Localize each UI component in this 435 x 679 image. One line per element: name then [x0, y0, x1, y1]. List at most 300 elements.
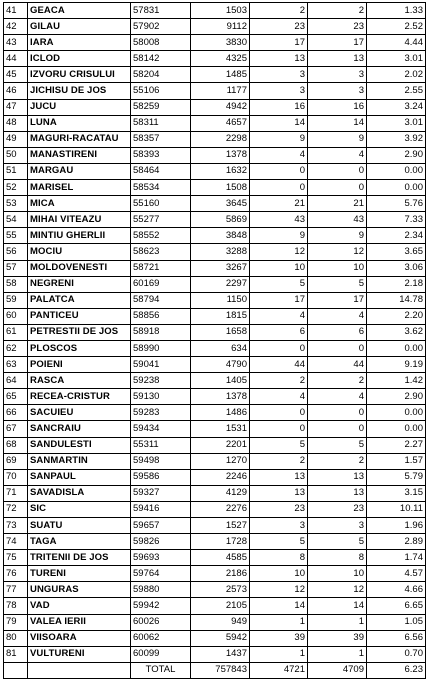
siruta-code-cell: 58142 [131, 51, 191, 67]
table-row [4, 228, 426, 244]
locality-name-cell: POIENI [28, 357, 131, 373]
rate-cell: 3.01 [367, 115, 426, 131]
row-number-cell: 42 [4, 19, 28, 35]
count-b-cell: 16 [308, 99, 367, 115]
locality-name-cell: PANTICEU [28, 308, 131, 324]
count-a-cell: 9 [250, 131, 308, 147]
row-number-cell: 76 [4, 566, 28, 582]
table-row [4, 3, 426, 19]
siruta-code-cell: 59130 [131, 389, 191, 405]
row-number-cell: 48 [4, 115, 28, 131]
siruta-code-cell: 59238 [131, 373, 191, 389]
siruta-code-cell: 59880 [131, 582, 191, 598]
count-a-cell: 5 [250, 437, 308, 453]
row-number-cell: 45 [4, 67, 28, 83]
total-population: 757843 [191, 662, 250, 678]
row-number-cell: 56 [4, 244, 28, 260]
population-cell: 1508 [191, 180, 250, 196]
row-number-cell: 47 [4, 99, 28, 115]
table-row [4, 534, 426, 550]
rate-cell: 3.65 [367, 244, 426, 260]
count-b-cell: 9 [308, 131, 367, 147]
table-row [4, 147, 426, 163]
population-cell: 1486 [191, 405, 250, 421]
table-row [4, 469, 426, 485]
table-row [4, 485, 426, 501]
population-cell: 1503 [191, 3, 250, 19]
row-number-cell: 50 [4, 147, 28, 163]
population-cell: 3848 [191, 228, 250, 244]
rate-cell: 4.57 [367, 566, 426, 582]
row-number-cell: 49 [4, 131, 28, 147]
count-a-cell: 3 [250, 83, 308, 99]
locality-name-cell: TURENI [28, 566, 131, 582]
locality-name-cell: RASCA [28, 373, 131, 389]
row-number-cell: 44 [4, 51, 28, 67]
count-a-cell: 12 [250, 582, 308, 598]
rate-cell: 3.92 [367, 131, 426, 147]
population-cell: 1815 [191, 308, 250, 324]
siruta-code-cell: 58464 [131, 163, 191, 179]
count-b-cell: 5 [308, 276, 367, 292]
table-row [4, 550, 426, 566]
siruta-code-cell: 57831 [131, 3, 191, 19]
population-cell: 3830 [191, 35, 250, 51]
rate-cell: 1.33 [367, 3, 426, 19]
count-a-cell: 13 [250, 469, 308, 485]
table-row [4, 614, 426, 630]
count-b-cell: 17 [308, 292, 367, 308]
siruta-code-cell: 59764 [131, 566, 191, 582]
rate-cell: 4.66 [367, 582, 426, 598]
table-row [4, 582, 426, 598]
siruta-code-cell: 58311 [131, 115, 191, 131]
rate-cell: 5.79 [367, 469, 426, 485]
count-b-cell: 4 [308, 308, 367, 324]
locality-name-cell: NEGRENI [28, 276, 131, 292]
rate-cell: 3.06 [367, 260, 426, 276]
rate-cell: 4.44 [367, 35, 426, 51]
count-b-cell: 13 [308, 485, 367, 501]
count-b-cell: 4 [308, 147, 367, 163]
locality-name-cell: ICLOD [28, 51, 131, 67]
table-row [4, 260, 426, 276]
count-b-cell: 13 [308, 469, 367, 485]
rate-cell: 0.00 [367, 405, 426, 421]
locality-name-cell: SAVADISLA [28, 485, 131, 501]
count-b-cell: 0 [308, 405, 367, 421]
count-a-cell: 0 [250, 405, 308, 421]
row-number-cell: 71 [4, 485, 28, 501]
table-row [4, 99, 426, 115]
count-b-cell: 13 [308, 51, 367, 67]
rate-cell: 2.52 [367, 19, 426, 35]
table-row [4, 35, 426, 51]
locality-name-cell: SANPAUL [28, 469, 131, 485]
table-row [4, 163, 426, 179]
siruta-code-cell: 60169 [131, 276, 191, 292]
count-b-cell: 23 [308, 501, 367, 517]
count-b-cell: 21 [308, 196, 367, 212]
count-a-cell: 39 [250, 630, 308, 646]
count-a-cell: 0 [250, 163, 308, 179]
locality-name-cell: LUNA [28, 115, 131, 131]
siruta-code-cell: 58721 [131, 260, 191, 276]
population-cell: 2105 [191, 598, 250, 614]
rate-cell: 2.55 [367, 83, 426, 99]
table-row [4, 405, 426, 421]
rate-cell: 1.74 [367, 550, 426, 566]
table-row [4, 212, 426, 228]
rate-cell: 0.00 [367, 421, 426, 437]
count-a-cell: 1 [250, 614, 308, 630]
row-number-cell: 54 [4, 212, 28, 228]
table-row [4, 421, 426, 437]
siruta-code-cell: 58259 [131, 99, 191, 115]
locality-name-cell: RECEA-CRISTUR [28, 389, 131, 405]
table-row [4, 598, 426, 614]
count-a-cell: 4 [250, 308, 308, 324]
siruta-code-cell: 55311 [131, 437, 191, 453]
count-a-cell: 6 [250, 324, 308, 340]
rate-cell: 2.18 [367, 276, 426, 292]
count-a-cell: 4 [250, 389, 308, 405]
siruta-code-cell: 58008 [131, 35, 191, 51]
locality-name-cell: VULTURENI [28, 646, 131, 662]
table-row [4, 67, 426, 83]
locality-name-cell: MICA [28, 196, 131, 212]
table-row [4, 292, 426, 308]
locality-name-cell: MANASTIRENI [28, 147, 131, 163]
row-number-cell: 67 [4, 421, 28, 437]
count-a-cell: 44 [250, 357, 308, 373]
row-number-cell: 55 [4, 228, 28, 244]
siruta-code-cell: 59498 [131, 453, 191, 469]
count-b-cell: 2 [308, 453, 367, 469]
locality-name-cell: GEACA [28, 3, 131, 19]
siruta-code-cell: 59942 [131, 598, 191, 614]
count-a-cell: 3 [250, 518, 308, 534]
population-cell: 949 [191, 614, 250, 630]
population-cell: 4325 [191, 51, 250, 67]
population-cell: 4942 [191, 99, 250, 115]
population-cell: 4657 [191, 115, 250, 131]
locality-name-cell: MAGURI-RACATAU [28, 131, 131, 147]
locality-name-cell: JICHISU DE JOS [28, 83, 131, 99]
rate-cell: 0.00 [367, 180, 426, 196]
rate-cell: 3.24 [367, 99, 426, 115]
siruta-code-cell: 59657 [131, 518, 191, 534]
row-number-cell: 75 [4, 550, 28, 566]
locality-name-cell: PETRESTII DE JOS [28, 324, 131, 340]
count-b-cell: 39 [308, 630, 367, 646]
locality-name-cell: TAGA [28, 534, 131, 550]
count-a-cell: 5 [250, 276, 308, 292]
count-b-cell: 43 [308, 212, 367, 228]
count-a-cell: 8 [250, 550, 308, 566]
siruta-code-cell: 59283 [131, 405, 191, 421]
total-row [4, 662, 426, 678]
siruta-code-cell: 55160 [131, 196, 191, 212]
population-cell: 4790 [191, 357, 250, 373]
locality-name-cell: JUCU [28, 99, 131, 115]
population-cell: 5942 [191, 630, 250, 646]
locality-name-cell: SANDULESTI [28, 437, 131, 453]
population-cell: 3645 [191, 196, 250, 212]
rate-cell: 2.90 [367, 147, 426, 163]
population-cell: 2298 [191, 131, 250, 147]
locality-name-cell: VALEA IERII [28, 614, 131, 630]
locality-name-cell: SACUIEU [28, 405, 131, 421]
population-cell: 1405 [191, 373, 250, 389]
count-a-cell: 13 [250, 485, 308, 501]
count-a-cell: 17 [250, 292, 308, 308]
population-cell: 1177 [191, 83, 250, 99]
row-number-cell: 73 [4, 518, 28, 534]
population-cell: 1150 [191, 292, 250, 308]
count-a-cell: 17 [250, 35, 308, 51]
siruta-code-cell: 57902 [131, 19, 191, 35]
total-count-b: 4709 [308, 662, 367, 678]
rate-cell: 6.65 [367, 598, 426, 614]
count-a-cell: 2 [250, 373, 308, 389]
locality-name-cell: TRITENII DE JOS [28, 550, 131, 566]
population-cell: 2573 [191, 582, 250, 598]
row-number-cell: 59 [4, 292, 28, 308]
table-row [4, 518, 426, 534]
siruta-code-cell: 59327 [131, 485, 191, 501]
count-a-cell: 16 [250, 99, 308, 115]
count-b-cell: 1 [308, 646, 367, 662]
count-a-cell: 21 [250, 196, 308, 212]
count-b-cell: 0 [308, 163, 367, 179]
siruta-code-cell: 59826 [131, 534, 191, 550]
population-cell: 9112 [191, 19, 250, 35]
row-number-cell: 69 [4, 453, 28, 469]
table-row [4, 51, 426, 67]
row-number-cell: 57 [4, 260, 28, 276]
population-cell: 634 [191, 340, 250, 356]
rate-cell: 3.15 [367, 485, 426, 501]
table-row [4, 630, 426, 646]
locality-name-cell: UNGURAS [28, 582, 131, 598]
population-cell: 2246 [191, 469, 250, 485]
population-cell: 1527 [191, 518, 250, 534]
table-row [4, 389, 426, 405]
locality-name-cell: MARISEL [28, 180, 131, 196]
siruta-code-cell: 58856 [131, 308, 191, 324]
row-number-cell: 53 [4, 196, 28, 212]
count-b-cell: 3 [308, 67, 367, 83]
count-b-cell: 10 [308, 260, 367, 276]
data-table [3, 2, 426, 679]
count-b-cell: 4 [308, 389, 367, 405]
population-cell: 3288 [191, 244, 250, 260]
rate-cell: 2.90 [367, 389, 426, 405]
row-number-cell: 58 [4, 276, 28, 292]
locality-name-cell: IZVORU CRISULUI [28, 67, 131, 83]
locality-name-cell: MARGAU [28, 163, 131, 179]
siruta-code-cell: 59693 [131, 550, 191, 566]
table-row [4, 131, 426, 147]
rate-cell: 1.57 [367, 453, 426, 469]
locality-name-cell: MIHAI VITEAZU [28, 212, 131, 228]
population-cell: 1632 [191, 163, 250, 179]
count-a-cell: 23 [250, 501, 308, 517]
table-row [4, 357, 426, 373]
count-b-cell: 8 [308, 550, 367, 566]
table-row [4, 324, 426, 340]
count-a-cell: 10 [250, 566, 308, 582]
rate-cell: 0.00 [367, 163, 426, 179]
count-b-cell: 1 [308, 614, 367, 630]
row-number-cell: 78 [4, 598, 28, 614]
count-b-cell: 0 [308, 180, 367, 196]
rate-cell: 2.27 [367, 437, 426, 453]
count-a-cell: 10 [250, 260, 308, 276]
rate-cell: 1.96 [367, 518, 426, 534]
count-a-cell: 4 [250, 147, 308, 163]
siruta-code-cell: 58393 [131, 147, 191, 163]
rate-cell: 5.76 [367, 196, 426, 212]
row-number-cell: 52 [4, 180, 28, 196]
count-a-cell: 1 [250, 646, 308, 662]
population-cell: 2201 [191, 437, 250, 453]
locality-name-cell: SANCRAIU [28, 421, 131, 437]
count-b-cell: 9 [308, 228, 367, 244]
count-b-cell: 17 [308, 35, 367, 51]
rate-cell: 10.11 [367, 501, 426, 517]
table-row [4, 646, 426, 662]
siruta-code-cell: 59586 [131, 469, 191, 485]
count-b-cell: 5 [308, 534, 367, 550]
count-b-cell: 12 [308, 244, 367, 260]
population-cell: 1658 [191, 324, 250, 340]
locality-name-cell: MINTIU GHERLII [28, 228, 131, 244]
rate-cell: 2.02 [367, 67, 426, 83]
locality-name-cell: PALATCA [28, 292, 131, 308]
population-cell: 5869 [191, 212, 250, 228]
locality-name-cell: VIISOARA [28, 630, 131, 646]
count-b-cell: 12 [308, 582, 367, 598]
row-number-cell: 79 [4, 614, 28, 630]
locality-name-cell: MOLDOVENESTI [28, 260, 131, 276]
table-row [4, 453, 426, 469]
table-row [4, 244, 426, 260]
row-number-cell: 80 [4, 630, 28, 646]
siruta-code-cell: 58552 [131, 228, 191, 244]
locality-name-cell: GILAU [28, 19, 131, 35]
table-row [4, 115, 426, 131]
locality-name-cell: SANMARTIN [28, 453, 131, 469]
count-a-cell: 43 [250, 212, 308, 228]
count-a-cell: 14 [250, 115, 308, 131]
row-number-cell: 63 [4, 357, 28, 373]
population-cell: 1270 [191, 453, 250, 469]
count-a-cell: 5 [250, 534, 308, 550]
rate-cell: 1.42 [367, 373, 426, 389]
count-b-cell: 23 [308, 19, 367, 35]
population-cell: 1531 [191, 421, 250, 437]
count-b-cell: 2 [308, 3, 367, 19]
siruta-code-cell: 58204 [131, 67, 191, 83]
siruta-code-cell: 60026 [131, 614, 191, 630]
rate-cell: 0.00 [367, 340, 426, 356]
rate-cell: 14.78 [367, 292, 426, 308]
count-b-cell: 6 [308, 324, 367, 340]
row-number-cell: 77 [4, 582, 28, 598]
count-b-cell: 10 [308, 566, 367, 582]
population-cell: 2276 [191, 501, 250, 517]
count-b-cell: 3 [308, 518, 367, 534]
population-cell: 4585 [191, 550, 250, 566]
count-a-cell: 0 [250, 421, 308, 437]
siruta-code-cell: 59041 [131, 357, 191, 373]
table-row [4, 19, 426, 35]
table-row [4, 196, 426, 212]
count-a-cell: 12 [250, 244, 308, 260]
siruta-code-cell: 55277 [131, 212, 191, 228]
siruta-code-cell: 59434 [131, 421, 191, 437]
row-number-cell: 64 [4, 373, 28, 389]
row-number-cell: 72 [4, 501, 28, 517]
siruta-code-cell: 58794 [131, 292, 191, 308]
count-b-cell: 14 [308, 598, 367, 614]
locality-name-cell: SIC [28, 501, 131, 517]
row-number-cell: 65 [4, 389, 28, 405]
locality-name-cell: IARA [28, 35, 131, 51]
row-number-cell: 51 [4, 163, 28, 179]
rate-cell: 1.05 [367, 614, 426, 630]
table-row [4, 276, 426, 292]
count-a-cell: 2 [250, 453, 308, 469]
row-number-cell: 66 [4, 405, 28, 421]
rate-cell: 7.33 [367, 212, 426, 228]
row-number-cell: 81 [4, 646, 28, 662]
population-cell: 4129 [191, 485, 250, 501]
rate-cell: 2.20 [367, 308, 426, 324]
row-number-cell: 74 [4, 534, 28, 550]
count-a-cell: 0 [250, 180, 308, 196]
count-a-cell: 3 [250, 67, 308, 83]
population-cell: 2297 [191, 276, 250, 292]
siruta-code-cell: 60099 [131, 646, 191, 662]
row-number-cell: 62 [4, 340, 28, 356]
siruta-code-cell: 58990 [131, 340, 191, 356]
row-number-cell: 43 [4, 35, 28, 51]
table-row [4, 308, 426, 324]
count-a-cell: 14 [250, 598, 308, 614]
siruta-code-cell: 55106 [131, 83, 191, 99]
rate-cell: 3.01 [367, 51, 426, 67]
siruta-code-cell: 60062 [131, 630, 191, 646]
count-b-cell: 0 [308, 340, 367, 356]
population-cell: 3267 [191, 260, 250, 276]
count-b-cell: 44 [308, 357, 367, 373]
count-b-cell: 0 [308, 421, 367, 437]
rate-cell: 6.56 [367, 630, 426, 646]
population-cell: 2186 [191, 566, 250, 582]
table-row [4, 340, 426, 356]
siruta-code-cell: 58357 [131, 131, 191, 147]
total-rate: 6.23 [367, 662, 426, 678]
locality-name-cell: MOCIU [28, 244, 131, 260]
rate-cell: 2.34 [367, 228, 426, 244]
row-number-cell: 70 [4, 469, 28, 485]
count-b-cell: 5 [308, 437, 367, 453]
population-cell: 1485 [191, 67, 250, 83]
total-label: TOTAL [131, 662, 191, 678]
